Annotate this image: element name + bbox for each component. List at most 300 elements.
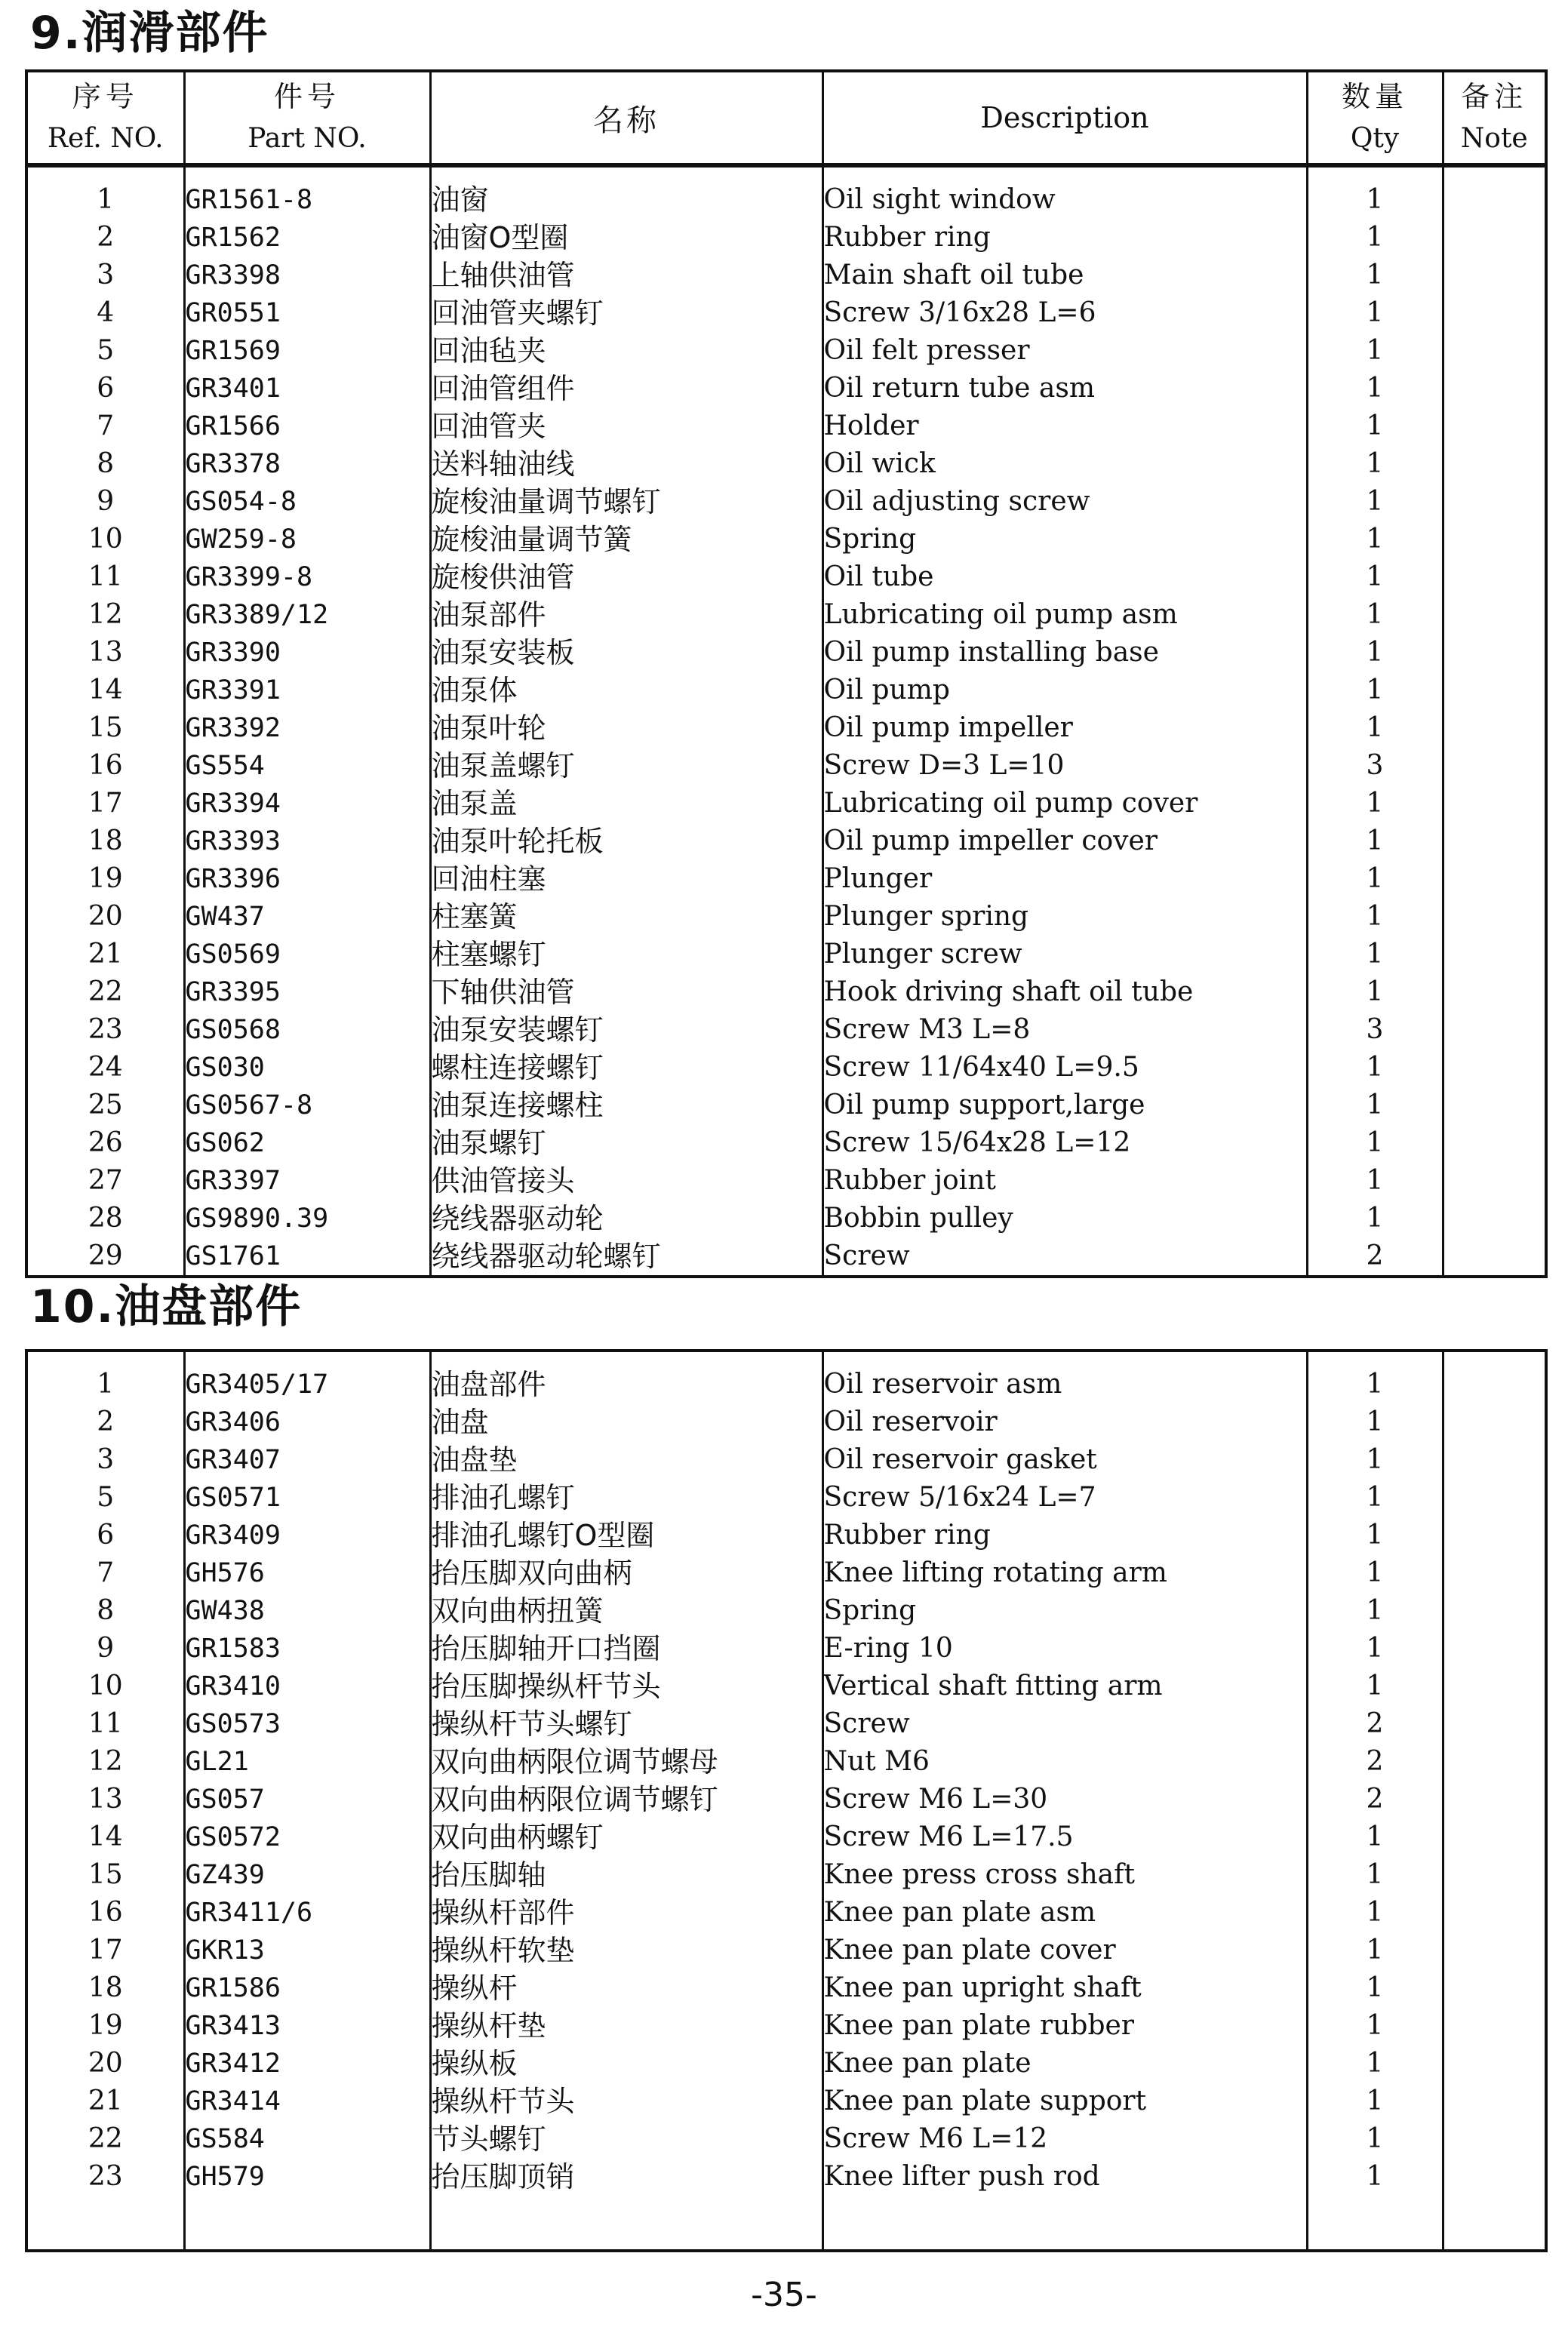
part-name-cn: 绕线器驱动轮螺钉 bbox=[430, 1237, 822, 1275]
part-name-cn: 抬压脚顶销 bbox=[430, 2158, 822, 2196]
part-description: Hook driving shaft oil tube bbox=[822, 973, 1307, 1011]
quantity: 1 bbox=[1307, 1894, 1443, 1932]
part-description: Oil pump support,large bbox=[822, 1087, 1307, 1124]
quantity: 1 bbox=[1307, 973, 1443, 1011]
header-description-en: Description bbox=[980, 101, 1149, 134]
note bbox=[1443, 1403, 1546, 1441]
ref-number: 2 bbox=[26, 1403, 184, 1441]
note bbox=[1443, 1932, 1546, 1969]
note bbox=[1443, 747, 1546, 785]
part-number: GS054-8 bbox=[184, 483, 430, 521]
part-number: GR3413 bbox=[184, 2007, 430, 2045]
table-row bbox=[26, 1932, 1546, 1969]
filler-cell bbox=[26, 1275, 184, 1277]
part-number: GR3396 bbox=[184, 860, 430, 898]
ref-number: 16 bbox=[26, 1894, 184, 1932]
quantity: 1 bbox=[1307, 1818, 1443, 1856]
table-header-row bbox=[26, 71, 1546, 165]
ref-number: 12 bbox=[26, 1743, 184, 1781]
ref-number: 4 bbox=[26, 294, 184, 332]
header-qty-cn: 数量 bbox=[1341, 80, 1408, 113]
table-row bbox=[26, 1517, 1546, 1554]
part-number: GS0567-8 bbox=[184, 1087, 430, 1124]
quantity: 1 bbox=[1307, 1856, 1443, 1894]
ref-number: 24 bbox=[26, 1049, 184, 1087]
table-row bbox=[26, 1743, 1546, 1781]
table-row bbox=[26, 332, 1546, 370]
part-name-cn: 排油孔螺钉O型圈 bbox=[430, 1517, 822, 1554]
note bbox=[1443, 860, 1546, 898]
ref-number: 18 bbox=[26, 1969, 184, 2007]
part-description: Oil reservoir asm bbox=[822, 1351, 1307, 1403]
part-name-cn: 回油管夹 bbox=[430, 407, 822, 445]
part-description: Knee lifter push rod bbox=[822, 2158, 1307, 2196]
part-name-cn: 旋梭油量调节簧 bbox=[430, 521, 822, 558]
part-name-cn: 油泵螺钉 bbox=[430, 1124, 822, 1162]
quantity: 1 bbox=[1307, 596, 1443, 634]
part-name-cn: 旋梭供油管 bbox=[430, 558, 822, 596]
quantity: 1 bbox=[1307, 445, 1443, 483]
ref-number: 3 bbox=[26, 1441, 184, 1479]
quantity: 1 bbox=[1307, 2120, 1443, 2158]
table-row bbox=[26, 521, 1546, 558]
part-description: Oil reservoir bbox=[822, 1403, 1307, 1441]
note bbox=[1443, 1743, 1546, 1781]
ref-number: 19 bbox=[26, 860, 184, 898]
note bbox=[1443, 1818, 1546, 1856]
part-name-cn: 节头螺钉 bbox=[430, 2120, 822, 2158]
part-name-cn: 操纵杆 bbox=[430, 1969, 822, 2007]
part-number: GR3393 bbox=[184, 822, 430, 860]
table-row bbox=[26, 2120, 1546, 2158]
quantity: 1 bbox=[1307, 1162, 1443, 1200]
table-row bbox=[26, 973, 1546, 1011]
note bbox=[1443, 1630, 1546, 1668]
part-description: Bobbin pulley bbox=[822, 1200, 1307, 1237]
part-number: GR3395 bbox=[184, 973, 430, 1011]
filler-cell bbox=[822, 2196, 1307, 2251]
table-row bbox=[26, 1403, 1546, 1441]
note bbox=[1443, 973, 1546, 1011]
header-ref bbox=[26, 71, 184, 165]
part-description: Lubricating oil pump asm bbox=[822, 596, 1307, 634]
ref-number: 15 bbox=[26, 709, 184, 747]
filler-cell bbox=[430, 1275, 822, 1277]
quantity: 2 bbox=[1307, 1705, 1443, 1743]
part-description: Screw 15/64x28 L=12 bbox=[822, 1124, 1307, 1162]
part-description: Oil reservoir gasket bbox=[822, 1441, 1307, 1479]
part-number: GS0569 bbox=[184, 936, 430, 973]
part-description: Screw M6 L=30 bbox=[822, 1781, 1307, 1818]
part-description: Spring bbox=[822, 521, 1307, 558]
quantity: 1 bbox=[1307, 370, 1443, 407]
quantity: 1 bbox=[1307, 1932, 1443, 1969]
ref-number: 9 bbox=[26, 1630, 184, 1668]
part-description: Screw 5/16x24 L=7 bbox=[822, 1479, 1307, 1517]
part-number: GR3397 bbox=[184, 1162, 430, 1200]
part-description: Oil return tube asm bbox=[822, 370, 1307, 407]
ref-number: 26 bbox=[26, 1124, 184, 1162]
part-description: Main shaft oil tube bbox=[822, 257, 1307, 294]
ref-number: 22 bbox=[26, 2120, 184, 2158]
table-row bbox=[26, 1818, 1546, 1856]
part-number: GR1583 bbox=[184, 1630, 430, 1668]
part-number: GW438 bbox=[184, 1592, 430, 1630]
quantity: 2 bbox=[1307, 1781, 1443, 1818]
ref-number: 8 bbox=[26, 1592, 184, 1630]
note bbox=[1443, 1162, 1546, 1200]
ref-number: 7 bbox=[26, 407, 184, 445]
quantity: 1 bbox=[1307, 785, 1443, 822]
ref-number: 21 bbox=[26, 2083, 184, 2120]
table-row bbox=[26, 747, 1546, 785]
part-number: GR3391 bbox=[184, 672, 430, 709]
quantity: 1 bbox=[1307, 1969, 1443, 2007]
table-row bbox=[26, 898, 1546, 936]
ref-number: 13 bbox=[26, 1781, 184, 1818]
table-row bbox=[26, 1351, 1546, 1403]
header-part bbox=[184, 71, 430, 165]
quantity: 1 bbox=[1307, 2045, 1443, 2083]
part-number: GS030 bbox=[184, 1049, 430, 1087]
table-row bbox=[26, 1124, 1546, 1162]
ref-number: 5 bbox=[26, 1479, 184, 1517]
part-number: GR1586 bbox=[184, 1969, 430, 2007]
table-row bbox=[26, 1668, 1546, 1705]
part-number: GR3398 bbox=[184, 257, 430, 294]
note bbox=[1443, 294, 1546, 332]
table-row bbox=[26, 1969, 1546, 2007]
part-number: GH579 bbox=[184, 2158, 430, 2196]
quantity: 2 bbox=[1307, 1237, 1443, 1275]
part-description: Screw bbox=[822, 1705, 1307, 1743]
ref-number: 22 bbox=[26, 973, 184, 1011]
quantity: 1 bbox=[1307, 898, 1443, 936]
part-description: Oil pump bbox=[822, 672, 1307, 709]
part-description: Knee pan plate cover bbox=[822, 1932, 1307, 1969]
quantity: 1 bbox=[1307, 1630, 1443, 1668]
part-name-cn: 双向曲柄限位调节螺母 bbox=[430, 1743, 822, 1781]
part-number: GS062 bbox=[184, 1124, 430, 1162]
ref-number: 10 bbox=[26, 1668, 184, 1705]
parts-table-lubrication bbox=[25, 69, 1548, 1278]
table-row bbox=[26, 1479, 1546, 1517]
part-name-cn: 油泵盖 bbox=[430, 785, 822, 822]
part-name-cn: 油盘 bbox=[430, 1403, 822, 1441]
quantity: 1 bbox=[1307, 860, 1443, 898]
table-row bbox=[26, 860, 1546, 898]
table-filler-row bbox=[26, 2196, 1546, 2251]
quantity: 1 bbox=[1307, 332, 1443, 370]
note bbox=[1443, 1049, 1546, 1087]
note bbox=[1443, 1479, 1546, 1517]
part-description: Knee lifting rotating arm bbox=[822, 1554, 1307, 1592]
table-row bbox=[26, 1856, 1546, 1894]
quantity: 1 bbox=[1307, 1124, 1443, 1162]
ref-number: 10 bbox=[26, 521, 184, 558]
part-description: Knee pan upright shaft bbox=[822, 1969, 1307, 2007]
table-row bbox=[26, 596, 1546, 634]
part-number: GR3378 bbox=[184, 445, 430, 483]
header-qty-en: Qty bbox=[1350, 123, 1400, 154]
part-name-cn: 油泵体 bbox=[430, 672, 822, 709]
part-number: GZ439 bbox=[184, 1856, 430, 1894]
ref-number: 12 bbox=[26, 596, 184, 634]
table-row bbox=[26, 672, 1546, 709]
ref-number: 27 bbox=[26, 1162, 184, 1200]
part-number: GR3394 bbox=[184, 785, 430, 822]
part-description: Rubber joint bbox=[822, 1162, 1307, 1200]
table-row bbox=[26, 1237, 1546, 1275]
part-name-cn: 回油管夹螺钉 bbox=[430, 294, 822, 332]
part-name-cn: 双向曲柄螺钉 bbox=[430, 1818, 822, 1856]
part-number: GS0572 bbox=[184, 1818, 430, 1856]
part-description: Vertical shaft fitting arm bbox=[822, 1668, 1307, 1705]
table-row bbox=[26, 2158, 1546, 2196]
ref-number: 13 bbox=[26, 634, 184, 672]
note bbox=[1443, 1592, 1546, 1630]
note bbox=[1443, 332, 1546, 370]
part-number: GR3390 bbox=[184, 634, 430, 672]
note bbox=[1443, 2007, 1546, 2045]
note bbox=[1443, 2158, 1546, 2196]
header-note bbox=[1443, 71, 1546, 165]
part-name-cn: 油盘垫 bbox=[430, 1441, 822, 1479]
quantity: 1 bbox=[1307, 1200, 1443, 1237]
part-description: Spring bbox=[822, 1592, 1307, 1630]
parts-table-body bbox=[26, 1351, 1546, 2251]
table-row bbox=[26, 1087, 1546, 1124]
part-number: GS0568 bbox=[184, 1011, 430, 1049]
ref-number: 7 bbox=[26, 1554, 184, 1592]
ref-number: 19 bbox=[26, 2007, 184, 2045]
part-number: GR3414 bbox=[184, 2083, 430, 2120]
part-name-cn: 油窗O型圈 bbox=[430, 219, 822, 257]
ref-number: 21 bbox=[26, 936, 184, 973]
part-description: Oil wick bbox=[822, 445, 1307, 483]
note bbox=[1443, 1441, 1546, 1479]
part-description: Screw 3/16x28 L=6 bbox=[822, 294, 1307, 332]
note bbox=[1443, 785, 1546, 822]
note bbox=[1443, 2083, 1546, 2120]
note bbox=[1443, 483, 1546, 521]
table-row bbox=[26, 2007, 1546, 2045]
quantity: 3 bbox=[1307, 747, 1443, 785]
note bbox=[1443, 1011, 1546, 1049]
part-number: GS554 bbox=[184, 747, 430, 785]
part-number: GS0573 bbox=[184, 1705, 430, 1743]
quantity: 1 bbox=[1307, 257, 1443, 294]
part-name-cn: 油盘部件 bbox=[430, 1351, 822, 1403]
quantity: 3 bbox=[1307, 1011, 1443, 1049]
part-description: Oil pump impeller cover bbox=[822, 822, 1307, 860]
part-name-cn: 抬压脚操纵杆节头 bbox=[430, 1668, 822, 1705]
ref-number: 15 bbox=[26, 1856, 184, 1894]
table-row bbox=[26, 483, 1546, 521]
ref-number: 20 bbox=[26, 2045, 184, 2083]
table-row bbox=[26, 709, 1546, 747]
ref-number: 20 bbox=[26, 898, 184, 936]
note bbox=[1443, 898, 1546, 936]
quantity: 1 bbox=[1307, 672, 1443, 709]
ref-number: 25 bbox=[26, 1087, 184, 1124]
part-number: GKR13 bbox=[184, 1932, 430, 1969]
note bbox=[1443, 1087, 1546, 1124]
part-name-cn: 双向曲柄限位调节螺钉 bbox=[430, 1781, 822, 1818]
header-name bbox=[430, 71, 822, 165]
part-name-cn: 操纵杆软垫 bbox=[430, 1932, 822, 1969]
table-row bbox=[26, 294, 1546, 332]
part-number: GR3389/12 bbox=[184, 596, 430, 634]
note bbox=[1443, 936, 1546, 973]
part-name-cn: 回油柱塞 bbox=[430, 860, 822, 898]
part-name-cn: 双向曲柄扭簧 bbox=[430, 1592, 822, 1630]
quantity: 1 bbox=[1307, 2083, 1443, 2120]
table-row bbox=[26, 1200, 1546, 1237]
note bbox=[1443, 1124, 1546, 1162]
part-description: Knee pan plate bbox=[822, 2045, 1307, 2083]
note bbox=[1443, 709, 1546, 747]
part-number: GR3412 bbox=[184, 2045, 430, 2083]
table-row bbox=[26, 1049, 1546, 1087]
table-row bbox=[26, 407, 1546, 445]
part-description: Oil pump impeller bbox=[822, 709, 1307, 747]
part-description: Screw M6 L=17.5 bbox=[822, 1818, 1307, 1856]
ref-number: 2 bbox=[26, 219, 184, 257]
ref-number: 14 bbox=[26, 672, 184, 709]
part-name-cn: 操纵板 bbox=[430, 2045, 822, 2083]
note bbox=[1443, 822, 1546, 860]
table-row bbox=[26, 445, 1546, 483]
filler-cell bbox=[1443, 2196, 1546, 2251]
header-name-cn: 名称 bbox=[593, 103, 659, 138]
note bbox=[1443, 1705, 1546, 1743]
table-row bbox=[26, 1011, 1546, 1049]
part-name-cn: 旋梭油量调节螺钉 bbox=[430, 483, 822, 521]
part-number: GR1562 bbox=[184, 219, 430, 257]
part-description: Knee pan plate support bbox=[822, 2083, 1307, 2120]
parts-table-body bbox=[26, 165, 1546, 1277]
part-number: GS0571 bbox=[184, 1479, 430, 1517]
part-description: Oil felt presser bbox=[822, 332, 1307, 370]
table-row bbox=[26, 634, 1546, 672]
note bbox=[1443, 370, 1546, 407]
table-row bbox=[26, 1162, 1546, 1200]
part-name-cn: 螺柱连接螺钉 bbox=[430, 1049, 822, 1087]
part-description: Rubber ring bbox=[822, 219, 1307, 257]
note bbox=[1443, 1969, 1546, 2007]
part-name-cn: 油泵盖螺钉 bbox=[430, 747, 822, 785]
part-name-cn: 回油毡夹 bbox=[430, 332, 822, 370]
part-description: Screw 11/64x40 L=9.5 bbox=[822, 1049, 1307, 1087]
filler-cell bbox=[1443, 1275, 1546, 1277]
section-title-lubrication: 9.润滑部件 bbox=[30, 7, 269, 60]
note bbox=[1443, 1894, 1546, 1932]
table-filler-row bbox=[26, 1275, 1546, 1277]
filler-cell bbox=[822, 1275, 1307, 1277]
page-number: -35- bbox=[751, 2276, 817, 2314]
table-row bbox=[26, 165, 1546, 219]
part-number: GS9890.39 bbox=[184, 1200, 430, 1237]
ref-number: 1 bbox=[26, 165, 184, 219]
quantity: 1 bbox=[1307, 165, 1443, 219]
ref-number: 16 bbox=[26, 747, 184, 785]
table-row bbox=[26, 1592, 1546, 1630]
ref-number: 28 bbox=[26, 1200, 184, 1237]
part-description: Screw M6 L=12 bbox=[822, 2120, 1307, 2158]
part-description: Knee pan plate rubber bbox=[822, 2007, 1307, 2045]
section-title-oil-reservoir: 10.油盘部件 bbox=[30, 1280, 303, 1333]
note bbox=[1443, 1351, 1546, 1403]
note bbox=[1443, 2120, 1546, 2158]
part-number: GR1561-8 bbox=[184, 165, 430, 219]
part-name-cn: 油窗 bbox=[430, 165, 822, 219]
part-number: GS584 bbox=[184, 2120, 430, 2158]
filler-cell bbox=[184, 1275, 430, 1277]
part-name-cn: 柱塞簧 bbox=[430, 898, 822, 936]
table-row bbox=[26, 2045, 1546, 2083]
quantity: 1 bbox=[1307, 1554, 1443, 1592]
quantity: 2 bbox=[1307, 1743, 1443, 1781]
quantity: 1 bbox=[1307, 822, 1443, 860]
quantity: 1 bbox=[1307, 1441, 1443, 1479]
part-number: GR3411/6 bbox=[184, 1894, 430, 1932]
note bbox=[1443, 407, 1546, 445]
note bbox=[1443, 165, 1546, 219]
header-description bbox=[822, 71, 1307, 165]
part-name-cn: 柱塞螺钉 bbox=[430, 936, 822, 973]
ref-number: 17 bbox=[26, 785, 184, 822]
ref-number: 8 bbox=[26, 445, 184, 483]
table-row bbox=[26, 936, 1546, 973]
filler-cell bbox=[430, 2196, 822, 2251]
note bbox=[1443, 1856, 1546, 1894]
ref-number: 11 bbox=[26, 558, 184, 596]
filler-cell bbox=[1307, 2196, 1443, 2251]
part-name-cn: 排油孔螺钉 bbox=[430, 1479, 822, 1517]
note bbox=[1443, 1668, 1546, 1705]
part-description: Lubricating oil pump cover bbox=[822, 785, 1307, 822]
header-note-en: Note bbox=[1460, 123, 1528, 154]
part-description: Plunger spring bbox=[822, 898, 1307, 936]
part-number: GR1566 bbox=[184, 407, 430, 445]
quantity: 1 bbox=[1307, 1049, 1443, 1087]
note bbox=[1443, 596, 1546, 634]
header-ref-en: Ref. NO. bbox=[47, 123, 164, 154]
part-description: Plunger screw bbox=[822, 936, 1307, 973]
part-name-cn: 操纵杆垫 bbox=[430, 2007, 822, 2045]
table-row bbox=[26, 785, 1546, 822]
part-description: Nut M6 bbox=[822, 1743, 1307, 1781]
part-number: GR3410 bbox=[184, 1668, 430, 1705]
ref-number: 14 bbox=[26, 1818, 184, 1856]
part-number: GL21 bbox=[184, 1743, 430, 1781]
quantity: 1 bbox=[1307, 634, 1443, 672]
part-number: GR3405/17 bbox=[184, 1351, 430, 1403]
part-name-cn: 操纵杆节头 bbox=[430, 2083, 822, 2120]
header-ref-cn: 序号 bbox=[72, 80, 139, 113]
quantity: 1 bbox=[1307, 1087, 1443, 1124]
part-description: Screw D=3 L=10 bbox=[822, 747, 1307, 785]
quantity: 1 bbox=[1307, 2007, 1443, 2045]
note bbox=[1443, 558, 1546, 596]
part-number: GS1761 bbox=[184, 1237, 430, 1275]
quantity: 1 bbox=[1307, 294, 1443, 332]
part-name-cn: 油泵部件 bbox=[430, 596, 822, 634]
table-row bbox=[26, 1894, 1546, 1932]
part-name-cn: 油泵安装螺钉 bbox=[430, 1011, 822, 1049]
filler-cell bbox=[1307, 1275, 1443, 1277]
